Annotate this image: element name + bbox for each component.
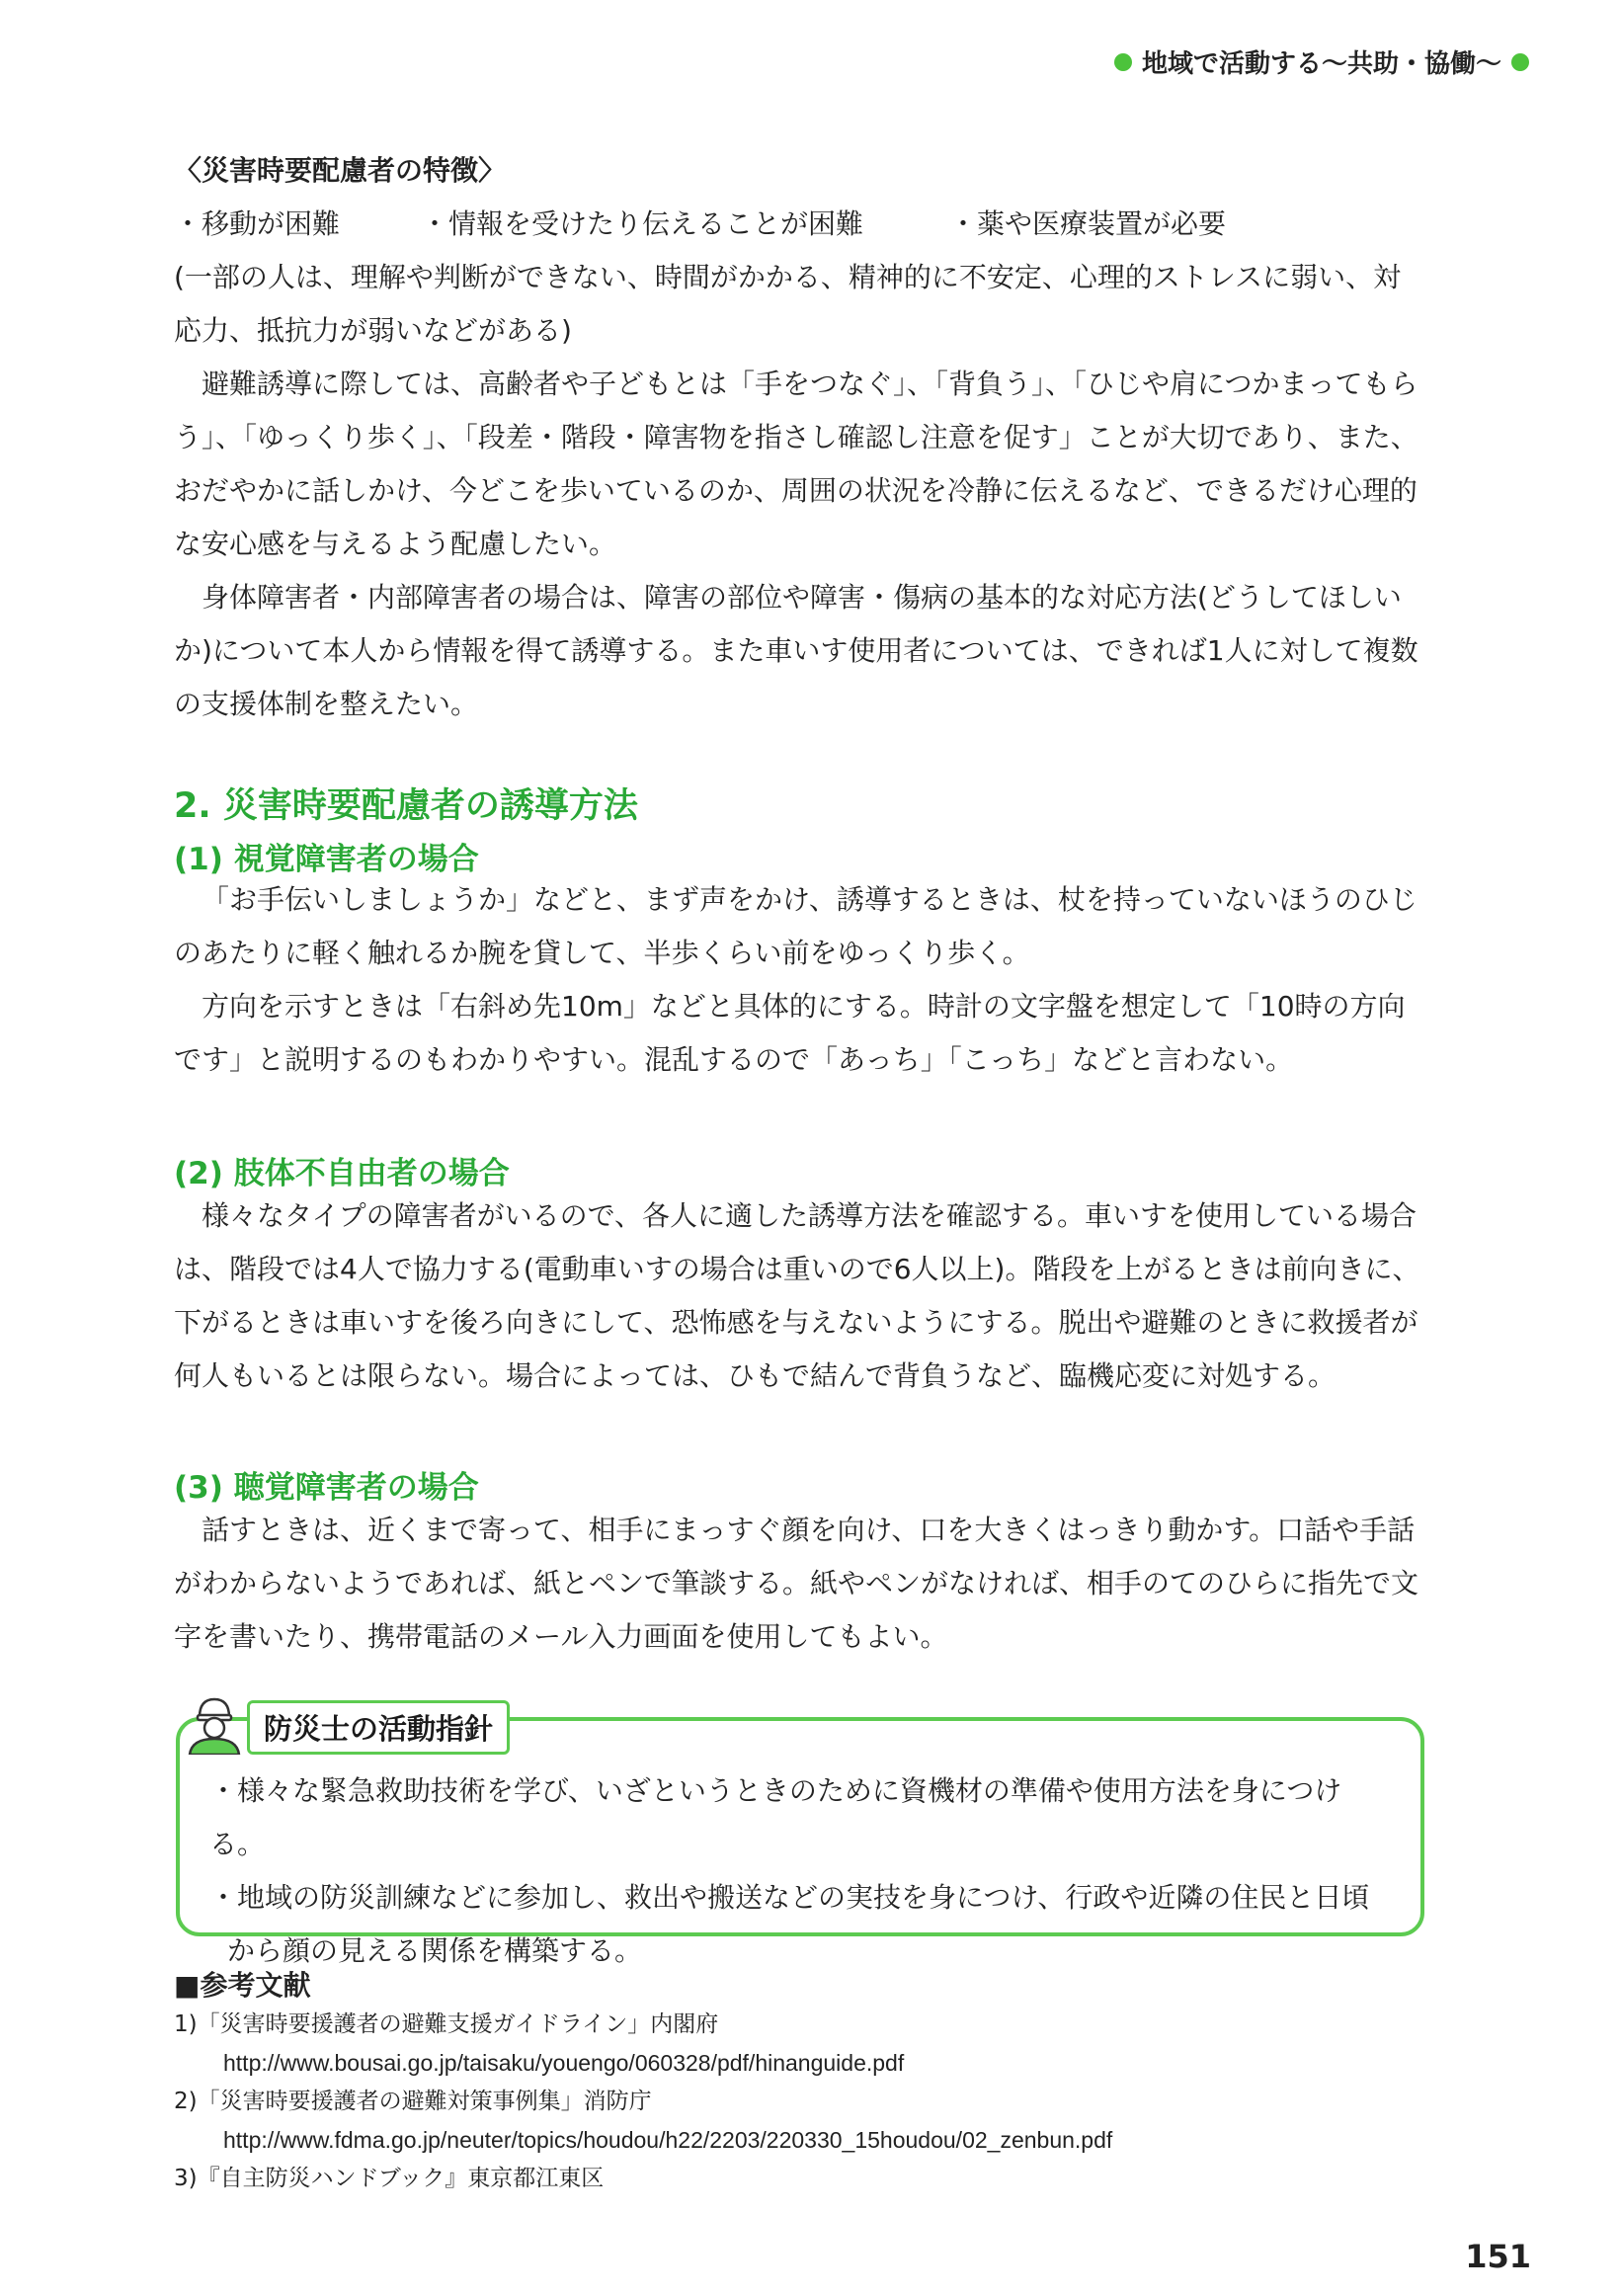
subsection-body xyxy=(174,1189,1428,1403)
activity-guide-list xyxy=(209,1764,1395,1978)
guide-item: ・地域の防災訓練などに参加し、救出や搬送などの実技を身につけ、行政や近隣の住民と日頃から顔の見える関係を構築する。 xyxy=(209,1881,1370,1967)
running-title: 地域で活動する〜共助・協働〜 xyxy=(1141,49,1501,79)
feature-bullet: ・情報を受けたり伝えることが困難 xyxy=(421,207,864,240)
features-bullets xyxy=(174,198,1428,251)
page-number: 151 xyxy=(1465,2238,1531,2275)
features-paragraph: 身体障害者・内部障害者の場合は、障害の部位や障害・傷病の基本的な対応方法(どうしてほしいか)について本人から情報を得て誘導する。また車いす使用者については、できれば1人に対して複数の支援体制を整えたい。 xyxy=(174,581,1418,720)
activity-guide-title: 防災士の活動指針 xyxy=(247,1700,510,1755)
subsection-body xyxy=(174,873,1428,1087)
features-heading: 〈災害時要配慮者の特徴〉 xyxy=(174,154,507,187)
green-dot-icon xyxy=(1511,53,1529,71)
reference-url: http://www.bousai.go.jp/taisaku/youengo/060328/pdf/hinanguide.pdf xyxy=(223,2050,905,2076)
subsection-title: (2) 肢体不自由者の場合 xyxy=(174,1156,510,1191)
paragraph: 方向を示すときは「右斜め先10m」などと具体的にする。時計の文字盤を想定して「10時の方向です」と説明するのもわかりやすい。混乱するので「あっち」「こっち」などと言わない。 xyxy=(174,990,1406,1076)
paragraph: 話すときは、近くまで寄って、相手にまっすぐ顔を向け、口を大きくはっきり動かす。口話や手話がわからないようであれば、紙とペンで筆談する。紙やペンがなければ、相手のてのひらに指先で文字を書いたり、携帯電話のメール入力画面を使用してもよい。 xyxy=(174,1514,1419,1653)
features-note: (一部の人は、理解や判断ができない、時間がかかる、精神的に不安定、心理的ストレスに弱い、対応力、抵抗力が弱いなどがある) xyxy=(174,261,1402,347)
subsection-title: (1) 視覚障害者の場合 xyxy=(174,842,479,877)
feature-bullet: ・薬や医療装置が必要 xyxy=(949,207,1227,240)
features-block xyxy=(174,144,1428,731)
running-header xyxy=(1114,43,1529,80)
reference-label: 3)『自主防災ハンドブック』東京都江東区 xyxy=(174,2166,605,2191)
bousaishi-person-icon xyxy=(186,1695,243,1755)
guide-item: ・様々な緊急救助技術を学び、いざというときのために資機材の準備や使用方法を身につける。 xyxy=(209,1774,1342,1860)
paragraph: 様々なタイプの障害者がいるので、各人に適した誘導方法を確認する。車いすを使用している場合は、階段では4人で協力する(電動車いすの場合は重いので6人以上)。階段を上がるときは前向きに、下がるときは車いすを後ろ向きにして、恐怖感を与えないようにする。脱出や避難のときに救援者が何人もいるとは限らない。場合によっては、ひもで結んで背負うなど、臨機応変に対処する。 xyxy=(174,1199,1420,1392)
reference-label: 2)「災害時要援護者の避難対策事例集」消防庁 xyxy=(174,2089,652,2114)
references xyxy=(174,1966,1409,2198)
activity-guide-label xyxy=(186,1695,510,1755)
subsection-title: (3) 聴覚障害者の場合 xyxy=(174,1470,479,1506)
features-paragraph: 避難誘導に際しては、高齢者や子どもとは「手をつなぐ」、「背負う」、「ひじや肩につかまってもらう」、「ゆっくり歩く」、「段差・階段・障害物を指さし確認し注意を促す」ことが大切であり、また、おだやかに話しかけ、今どこを歩いているのか、周囲の状況を冷静に伝えるなど、できるだけ心理的な安心感を与えるよう配慮したい。 xyxy=(174,368,1418,560)
section-title: 2. 災害時要配慮者の誘導方法 xyxy=(174,786,638,826)
subsection-body xyxy=(174,1504,1428,1664)
reference-label: 1)「災害時要援護者の避難支援ガイドライン」内閣府 xyxy=(174,2011,719,2037)
green-dot-icon xyxy=(1114,53,1132,71)
paragraph: 「お手伝いしましょうか」などと、まず声をかけ、誘導するときは、杖を持っていないほうのひじのあたりに軽く触れるか腕を貸して、半歩くらい前をゆっくり歩く。 xyxy=(174,883,1418,969)
references-title: ■参考文献 xyxy=(174,1969,311,2002)
reference-url: http://www.fdma.go.jp/neuter/topics/houdou/h22/2203/220330_15houdou/02_zenbun.pdf xyxy=(223,2127,1113,2153)
feature-bullet: ・移動が困難 xyxy=(174,207,341,240)
